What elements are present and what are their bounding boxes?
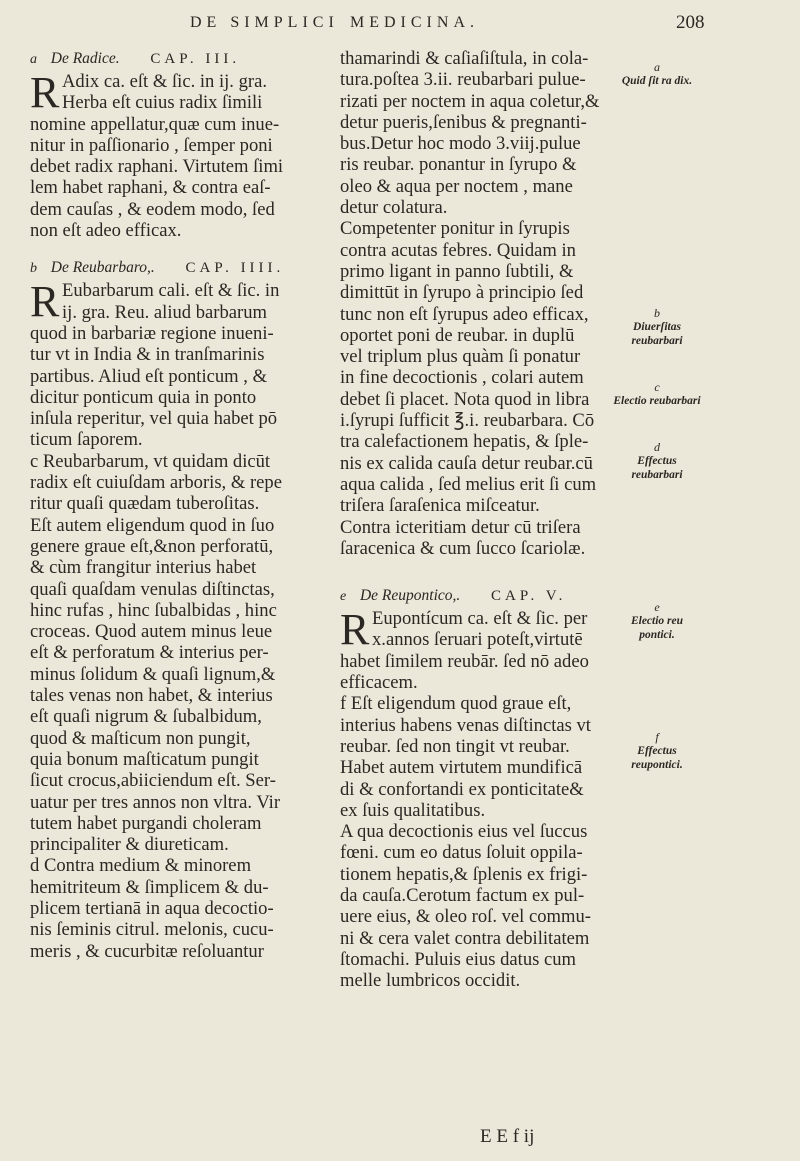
text-line: ex ſuis qualitatibus. <box>340 799 486 821</box>
margin-note-c: c Electio reubarbari <box>613 380 701 407</box>
chapter-title: De Reupontico,. <box>359 587 461 605</box>
running-head-left: DE SIMPLICI <box>190 14 339 31</box>
text-line: Herba eſt cuius radix ſimili <box>62 92 263 114</box>
text-line: ticum ſaporem. <box>30 429 143 451</box>
text-line: ſtomachi. Puluis eius datus cum <box>340 948 577 970</box>
text-line: thamarindi & caſiaſiſtula, in cola- <box>340 48 589 69</box>
text-line: tura.poſtea 3.ii. reubarbari puluе- <box>340 69 586 91</box>
left-column <box>30 48 330 962</box>
text-line: tunc non eſt ſyrupus adeo efficax, <box>340 303 589 325</box>
note-mark: a <box>30 52 38 67</box>
text-line: Contra icteritiam detur cū triſera <box>340 516 581 538</box>
chapter-number: CAP. III. <box>150 51 241 67</box>
text-line: minus ſolidum & quaſi lignum,& <box>30 663 276 685</box>
text-line: Competenter ponitur in ſyrupis <box>340 218 570 240</box>
text-line: plicem tertianā in aqua decoctio- <box>30 897 274 919</box>
drop-capital: R <box>30 68 60 117</box>
paragraph-de-reubarbaro <box>30 277 330 962</box>
running-head <box>0 8 800 38</box>
text-line: Eſt autem eligendum quod in ſuo <box>30 514 275 536</box>
text-line: partibus. Aliud eſt ponticum , & <box>30 365 268 387</box>
text-line: meris , & cucurbitæ reſoluantur <box>30 940 264 962</box>
text-line: interius habens venas diſtinctas vt <box>340 714 591 736</box>
text-line: ſaracenica & cum ſucco ſcariolæ. <box>340 537 586 559</box>
chapter-number: CAP. IIII. <box>185 260 285 277</box>
text-line: ij. gra. Reu. aliud barbarum <box>62 301 267 323</box>
text-line: rizati per noctem in aqua coletur,& <box>340 90 600 112</box>
chapter-heading-de-radice <box>30 48 330 71</box>
text-line: primo ligant in panno ſubtili, & <box>340 260 574 282</box>
drop-capital: R <box>30 277 60 327</box>
text-line: i.ſyrupi ſufficit ℥.i. reubarbara. Cō <box>340 410 595 432</box>
text-line: Adix ca. eſt & ſic. in ij. gra. <box>62 71 267 92</box>
chapter-number: CAP. V. <box>491 588 567 605</box>
text-line: & cùm frangitur interius habet <box>30 557 257 579</box>
right-column <box>340 48 605 991</box>
text-line: quaſi quaſdam venulas diſtinctas, <box>30 578 275 600</box>
chapter-title: De Reubarbaro,. <box>50 259 155 277</box>
paragraph-de-reupontico <box>340 605 605 992</box>
text-line: oportet poni de reubar. in duplū <box>340 324 575 346</box>
text-line: nis ſeminis citrul. melonis, cucu- <box>30 919 274 941</box>
drop-capital: R <box>340 605 370 655</box>
text-line: c Reubarbarum, vt quidam dicūt <box>30 450 271 472</box>
text-line: dimittūt in ſyrupo à principio ſed <box>340 282 584 304</box>
text-line: croceas. Quod autem minus leue <box>30 621 273 643</box>
running-head-right: MEDICINA. <box>350 14 479 31</box>
paragraph-de-radice <box>30 68 330 242</box>
text-line: ritur quaſi quædam tuberoſitas. <box>30 493 260 515</box>
text-line: quia bonum maſticatum pungit <box>30 748 259 770</box>
text-line: x.annos ſeruari poteſt,virtutē <box>372 629 583 651</box>
text-line: uatur per tres annos non vltra. Vir <box>30 791 281 813</box>
chapter-title: De Radice. <box>50 50 120 67</box>
text-line: d Contra medium & minorem <box>30 855 252 877</box>
text-line: ni & cera valet contra debilitatem <box>340 927 590 949</box>
text-line: Habet autem virtutem mundificā <box>340 757 583 779</box>
text-line: eſt & perforatum & interius per- <box>30 642 269 664</box>
signature-mark: E E f ij <box>480 1126 535 1147</box>
margin-note-e: e Electio reu pontici. <box>630 600 684 641</box>
text-line: lem habet raphani, & contra eaſ- <box>30 177 271 199</box>
text-line: quod & maſticum non pungit, <box>30 727 251 749</box>
text-line: tur vt in India & in tranſmarinis <box>30 344 265 366</box>
text-line: dem cauſas , & eodem modo, ſed <box>30 198 275 220</box>
text-line: in fine decoctionis , colari autem <box>340 367 584 389</box>
text-line: hemitriteum & ſimplicem & du- <box>30 876 269 898</box>
margin-note-d: d Effectus reubarbari <box>631 440 683 481</box>
text-line: non eſt adeo efficax. <box>30 220 182 242</box>
text-line: melle lumbricos occidit. <box>340 970 521 992</box>
text-line: debet radix raphani. Virtutem ſimi <box>30 156 284 178</box>
text-line: quod in barbariæ regione inueni- <box>30 322 274 344</box>
text-line: nomine appellatur,quæ cum inue- <box>30 113 280 135</box>
note-mark: b <box>30 261 38 277</box>
text-line: uere eius, & oleo roſ. vel commu- <box>340 906 591 928</box>
text-line: detur colatura. <box>340 197 448 219</box>
text-line: nitur in paſſionario , ſemper poni <box>30 134 273 156</box>
text-line: principaliter & diureticam. <box>30 834 229 856</box>
text-line: debet ſi placet. Nota quod in libra <box>340 388 590 410</box>
text-line: genere graue eſt,&non perforatū, <box>30 535 274 557</box>
text-line: Eubarbarum cali. eſt & ſic. in <box>62 280 280 302</box>
chapter-heading-de-reubarbaro <box>30 257 330 280</box>
chapter-heading-de-reupontico <box>340 585 605 608</box>
text-line: inſula reperitur, vel quia habet pō <box>30 408 278 430</box>
text-line: habet ſimilem reubār. ſed nō adeo <box>340 650 589 672</box>
text-line: tutem habet purgandi choleram <box>30 812 262 834</box>
text-line: ris reubar. ponantur in ſyrupo & <box>340 154 577 176</box>
text-line: contra acutas febres. Quidam in <box>340 239 576 261</box>
margin-note-a: a Quid ſit ra dix. <box>621 60 693 87</box>
text-line: aqua calida , ſed melius erit ſi cum <box>340 473 597 495</box>
text-line: dicitur ponticum quia in ponto <box>30 386 257 408</box>
note-mark: e <box>340 589 348 605</box>
margin-note-f: f Effectus reupontici. <box>631 730 683 771</box>
text-line: tales venas non habet, & interius <box>30 685 273 707</box>
text-line: reubar. ſed non tingit vt reubar. <box>340 735 570 757</box>
text-line: tionem hepatis,& ſplenis ex frigi- <box>340 863 588 885</box>
text-line: tra calefactionem hepatis, & ſple- <box>340 431 589 453</box>
text-line: nis ex calida cauſa detur reubar.cū <box>340 452 593 474</box>
text-line: bus.Detur hoc modo 3.viij.pulue <box>340 133 581 155</box>
text-line: di & confortandi ex ponticitate& <box>340 778 584 800</box>
text-line: fœni. cum eo datus ſoluit oppila- <box>340 842 583 864</box>
text-line: Eupontícum ca. eſt & ſic. per <box>372 608 588 630</box>
text-line: oleo & aqua per noctem , manе <box>340 175 573 197</box>
text-line: efficacem. <box>340 672 418 694</box>
text-line: triſera ſaraſenica miſceatur. <box>340 495 540 517</box>
text-line: radix eſt cuiuſdam arboris, & repe <box>30 472 282 494</box>
text-line: da cauſa.Cerotum factum ex pul- <box>340 884 585 906</box>
text-line: hinc rufas , hinc ſubalbidas , hinc <box>30 599 277 621</box>
text-line: f Eſt eligendum quod graue eſt, <box>340 693 572 715</box>
margin-note-b: b Diuerſitas reubarbari <box>631 306 683 347</box>
folio-number: 208 <box>676 12 705 33</box>
text-line: ſicut crocus,abiiciendum eſt. Ser- <box>30 770 276 792</box>
text-line: eſt quaſi nigrum & ſubalbidum, <box>30 706 262 728</box>
text-line: A qua decoctionis eius vel ſuccus <box>340 821 588 843</box>
text-line: vel triplum plus quàm ſi ponatur <box>340 346 581 368</box>
text-line: detur pueris,ſenibus & pregnanti- <box>340 111 587 133</box>
